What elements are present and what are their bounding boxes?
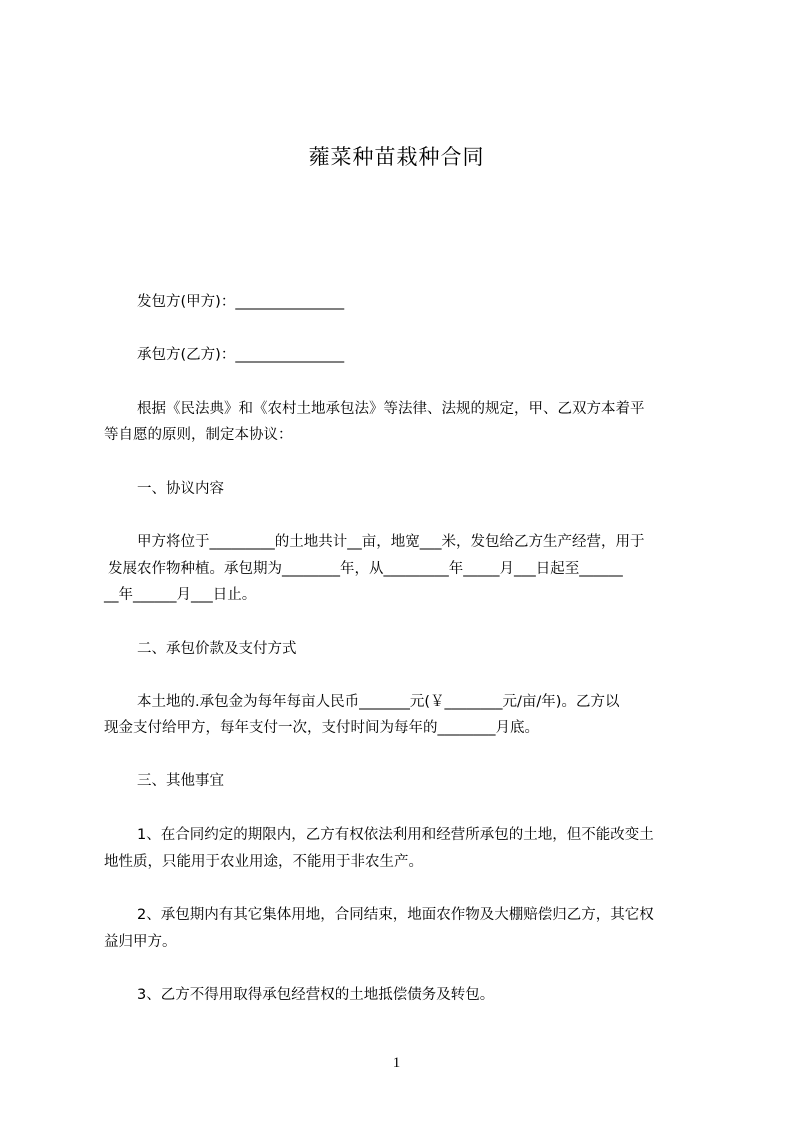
page-number: 1 — [392, 1055, 401, 1071]
item-1-line-2: 地性质，只能用于农业用途，不能用于非农生产。 — [104, 854, 423, 870]
item-2-line-2: 益归甲方。 — [104, 934, 177, 950]
document-title: 蕹菜种苗栽种合同 — [308, 145, 485, 169]
section-1-line-1: 甲方将位于_________的土地共计__亩，地宽___米，发包给乙方生产经营，用于 — [137, 534, 645, 550]
section-2-line-2: 现金支付给甲方，每年支付一次，支付时间为每年的________月底。 — [104, 720, 539, 736]
section-1-heading: 一、协议内容 — [137, 481, 224, 497]
party-a-line: 发包方(甲方)：_______________ — [137, 294, 345, 310]
section-2-heading: 二、承包价款及支付方式 — [137, 641, 297, 657]
item-3-line: 3、乙方不得用取得承包经营权的土地抵偿债务及转包。 — [137, 987, 495, 1003]
intro-line-1: 根据《民法典》和《农村土地承包法》等法律、法规的规定，甲、乙双方本着平 — [137, 401, 645, 417]
item-1-line-1: 1、在合同约定的期限内，乙方有权依法利用和经营所承包的土地，但不能改变土 — [137, 827, 654, 843]
party-b-line: 承包方(乙方)：_______________ — [137, 347, 345, 363]
section-1-line-2: 发展农作物种植。承包期为________年，从_________年_____月___日起至______ — [108, 561, 623, 577]
section-2-line-1: 本土地的.承包金为每年每亩人民币_______元(￥________元/亩/年)。乙方以 — [137, 694, 620, 710]
section-1-line-3: __年______月___日止。 — [104, 587, 257, 603]
item-2-line-1: 2、承包期内有其它集体用地，合同结束，地面农作物及大棚赔偿归乙方，其它权 — [137, 907, 654, 923]
intro-line-2: 等自愿的原则，制定本协议： — [104, 427, 293, 443]
section-3-heading: 三、其他事宜 — [137, 773, 224, 789]
